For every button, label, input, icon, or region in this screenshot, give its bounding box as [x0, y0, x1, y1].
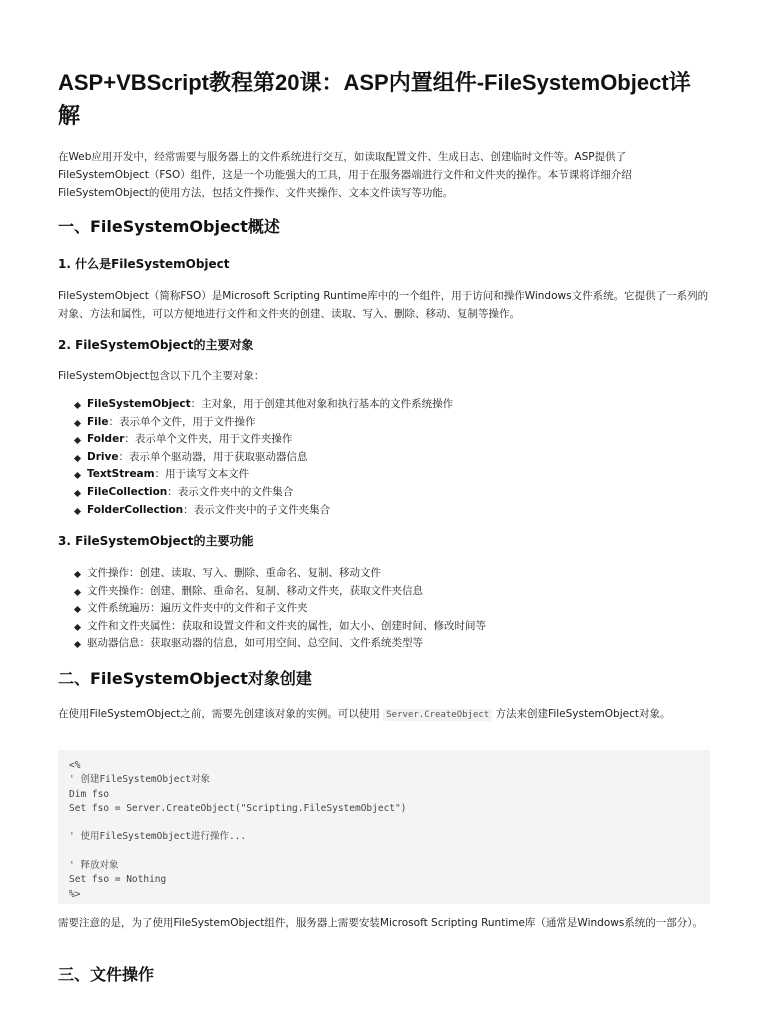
- object-desc: ：表示文件夹中的子文件夹集合: [183, 503, 331, 516]
- object-name: FileCollection: [87, 485, 168, 498]
- object-desc: ：表示单个文件，用于文件操作: [108, 415, 256, 428]
- list-item: [58, 502, 710, 520]
- section1-sub1-text: FileSystemObject（简称FSO）是Microsoft Scripting Runtime库中的一个组件，用于访问和操作Windows文件系统。它提供了一系列的对象、方法和属性，可以方便地进行文件和文件夹的创建、读取、写入、删除、移动、复制等操作。: [58, 290, 709, 320]
- code-line: [69, 816, 699, 830]
- object-desc: ：表示单个文件夹，用于文件夹操作: [124, 433, 293, 446]
- list-item: 文件系统遍历：遍历文件夹中的文件和子文件夹: [58, 600, 710, 618]
- page-title: ASP+VBScript教程第20课：ASP内置组件-FileSystemObject详解: [58, 70, 691, 128]
- section2-heading: 二、FileSystemObject对象创建: [58, 669, 312, 688]
- list-item: 文件和文件夹属性：获取和设置文件和文件夹的属性，如大小、创建时间、修改时间等: [58, 618, 710, 636]
- code-line: ' 释放对象: [69, 860, 119, 872]
- code-line: <%: [69, 760, 81, 771]
- list-item: 文件夹操作：创建、删除、重命名、复制、移动文件夹，获取文件夹信息: [58, 583, 710, 601]
- object-desc: ：用于读写文本文件: [154, 468, 250, 481]
- list-item: [58, 484, 710, 502]
- object-name: FolderCollection: [87, 503, 184, 516]
- code-line: Set fso = Nothing: [69, 874, 167, 886]
- section1-sub3-heading: 3. FileSystemObject的主要功能: [58, 534, 254, 548]
- object-name: TextStream: [87, 468, 155, 481]
- object-name: File: [87, 415, 109, 428]
- list-item: [58, 414, 710, 432]
- list-item: [58, 431, 710, 449]
- code-line: [69, 845, 699, 859]
- section2-text: [58, 705, 710, 724]
- section1-sub2-text: FileSystemObject包含以下几个主要对象：: [58, 370, 265, 382]
- main-features-list: [58, 565, 710, 653]
- list-item: [58, 396, 710, 414]
- list-item: [58, 466, 710, 484]
- code-line: Dim fso: [69, 788, 110, 800]
- object-name: Drive: [87, 450, 119, 463]
- section1-sub1-heading: 1. 什么是FileSystemObject: [58, 257, 230, 271]
- code-line: ' 使用FileSystemObject进行操作...: [69, 831, 247, 843]
- inline-code: Server.CreateObject: [383, 709, 492, 721]
- code-line: %>: [69, 888, 81, 900]
- main-objects-list: [58, 396, 710, 519]
- intro-paragraph: 在Web应用开发中，经常需要与服务器上的文件系统进行交互，如读取配置文件、生成日志、创建临时文件等。ASP提供了FileSystemObject（FSO）组件，这是一个功能强大的工具，用于在服务器端进行文件和文件夹的操作。本节课将详细介绍FileSystemObject的使用方法，包括文件操作、文件夹操作、文本文件读写等功能。: [58, 151, 632, 199]
- section2-note: 需要注意的是，为了使用FileSystemObject组件，服务器上需要安装Microsoft Scripting Runtime库（通常是Windows系统的一部分）。: [58, 917, 704, 929]
- section1-sub2-heading: 2. FileSystemObject的主要对象: [58, 338, 254, 352]
- code-block: [58, 750, 710, 904]
- object-desc: ：表示单个驱动器，用于获取驱动器信息: [118, 450, 308, 463]
- section2-text-after: 方法来创建FileSystemObject对象。: [492, 708, 671, 720]
- section1-heading: 一、FileSystemObject概述: [58, 217, 280, 236]
- section2-text-before: 在使用FileSystemObject之前，需要先创建该对象的实例。可以使用: [58, 708, 384, 720]
- code-line: Set fso = Server.CreateObject("Scripting.FileSystemObject"): [69, 802, 407, 814]
- list-item: 驱动器信息：获取驱动器的信息，如可用空间、总空间、文件系统类型等: [58, 635, 710, 653]
- object-name: FileSystemObject: [87, 398, 191, 410]
- section3-heading: 三、文件操作: [58, 965, 155, 984]
- list-item: 文件操作：创建、读取、写入、删除、重命名、复制、移动文件: [58, 565, 710, 583]
- object-desc: ：表示文件夹中的文件集合: [167, 485, 294, 498]
- code-line: ' 创建FileSystemObject对象: [69, 774, 210, 786]
- object-name: Folder: [87, 433, 125, 446]
- list-item: [58, 449, 710, 467]
- object-desc: ：主对象，用于创建其他对象和执行基本的文件系统操作: [190, 398, 454, 410]
